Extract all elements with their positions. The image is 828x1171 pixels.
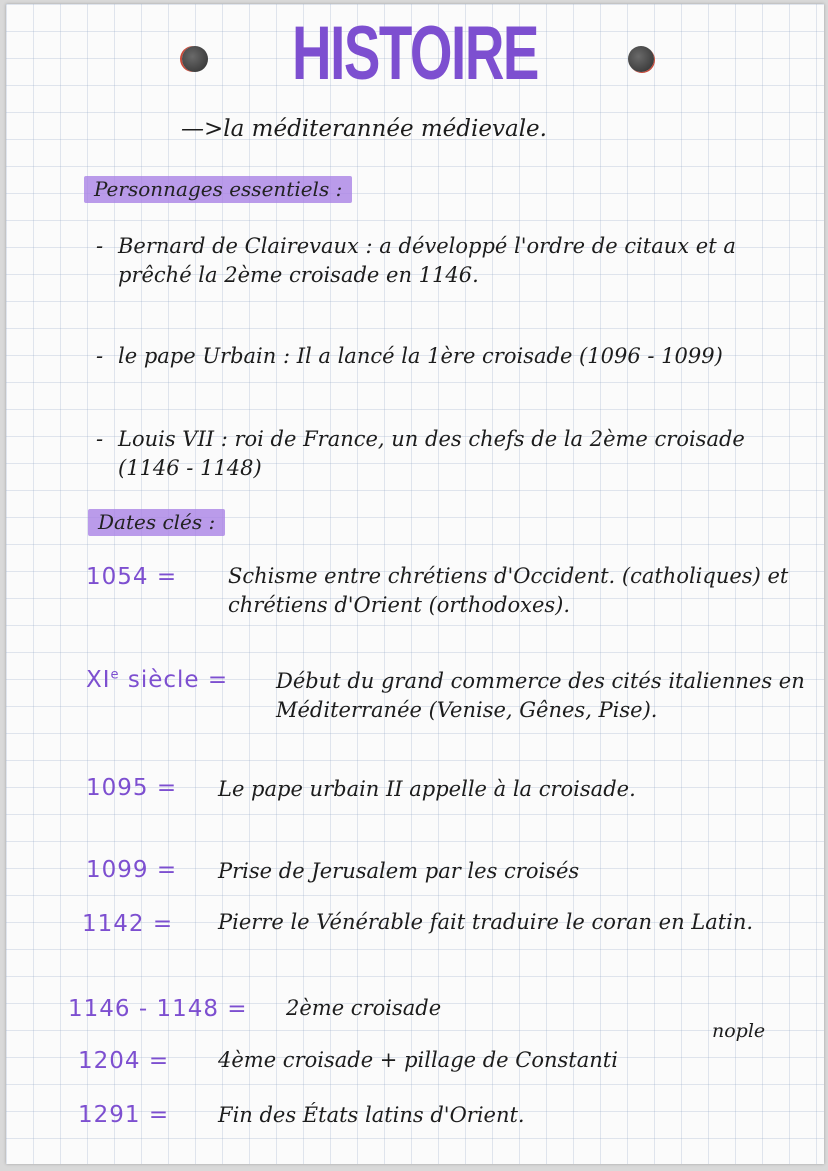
- list-item: [96, 342, 808, 371]
- page-title: HISTOIRE: [292, 11, 538, 96]
- date-description: 2ème croisade: [286, 996, 442, 1020]
- date-label: 1291 =: [78, 1102, 170, 1128]
- section-heading-dates: Dates clés :: [88, 509, 225, 536]
- date-label: 1099 =: [86, 857, 178, 883]
- section-heading-persons: Personnages essentiels :: [84, 176, 352, 203]
- dash-bullet-icon: -: [96, 427, 104, 451]
- date-label: 1054 =: [86, 564, 178, 590]
- list-item-text: le pape Urbain : Il a lancé la 1ère croisade (1096 - 1099): [118, 344, 723, 368]
- list-item: [96, 232, 808, 290]
- date-description: Prise de Jerusalem par les croisés: [218, 859, 580, 883]
- date-label: 1204 =: [78, 1048, 170, 1074]
- date-description: Schisme entre chrétiens d'Occident. (catholiques) et chrétiens d'Orient (orthodoxes).: [228, 564, 789, 617]
- list-item-text: Bernard de Clairevaux : a développé l'ordre de citaux et a prêché la 2ème croisade en 1146.: [118, 234, 736, 287]
- dash-bullet-icon: -: [96, 344, 104, 368]
- date-label: 1095 =: [86, 775, 178, 801]
- page-subtitle: —>la méditerannée médievale.: [181, 116, 547, 142]
- margin-note: nople: [712, 1020, 766, 1042]
- date-description: Début du grand commerce des cités italiennes en Méditerranée (Venise, Gênes, Pise).: [276, 669, 805, 722]
- list-item: [96, 425, 808, 483]
- date-description: Fin des États latins d'Orient.: [218, 1103, 525, 1127]
- date-description: Pierre le Vénérable fait traduire le coran en Latin.: [218, 910, 754, 934]
- date-description: Le pape urbain II appelle à la croisade.: [218, 777, 636, 801]
- date-label: 1142 =: [82, 911, 174, 937]
- list-item-text: Louis VII : roi de France, un des chefs de la 2ème croisade (1146 - 1148): [118, 427, 745, 480]
- date-label: 1146 - 1148 =: [68, 996, 248, 1022]
- date-label: XIe siècle =: [86, 667, 229, 693]
- dash-bullet-icon: -: [96, 234, 104, 258]
- date-description: 4ème croisade + pillage de Constanti: [218, 1048, 618, 1072]
- notebook-page: [6, 4, 824, 1164]
